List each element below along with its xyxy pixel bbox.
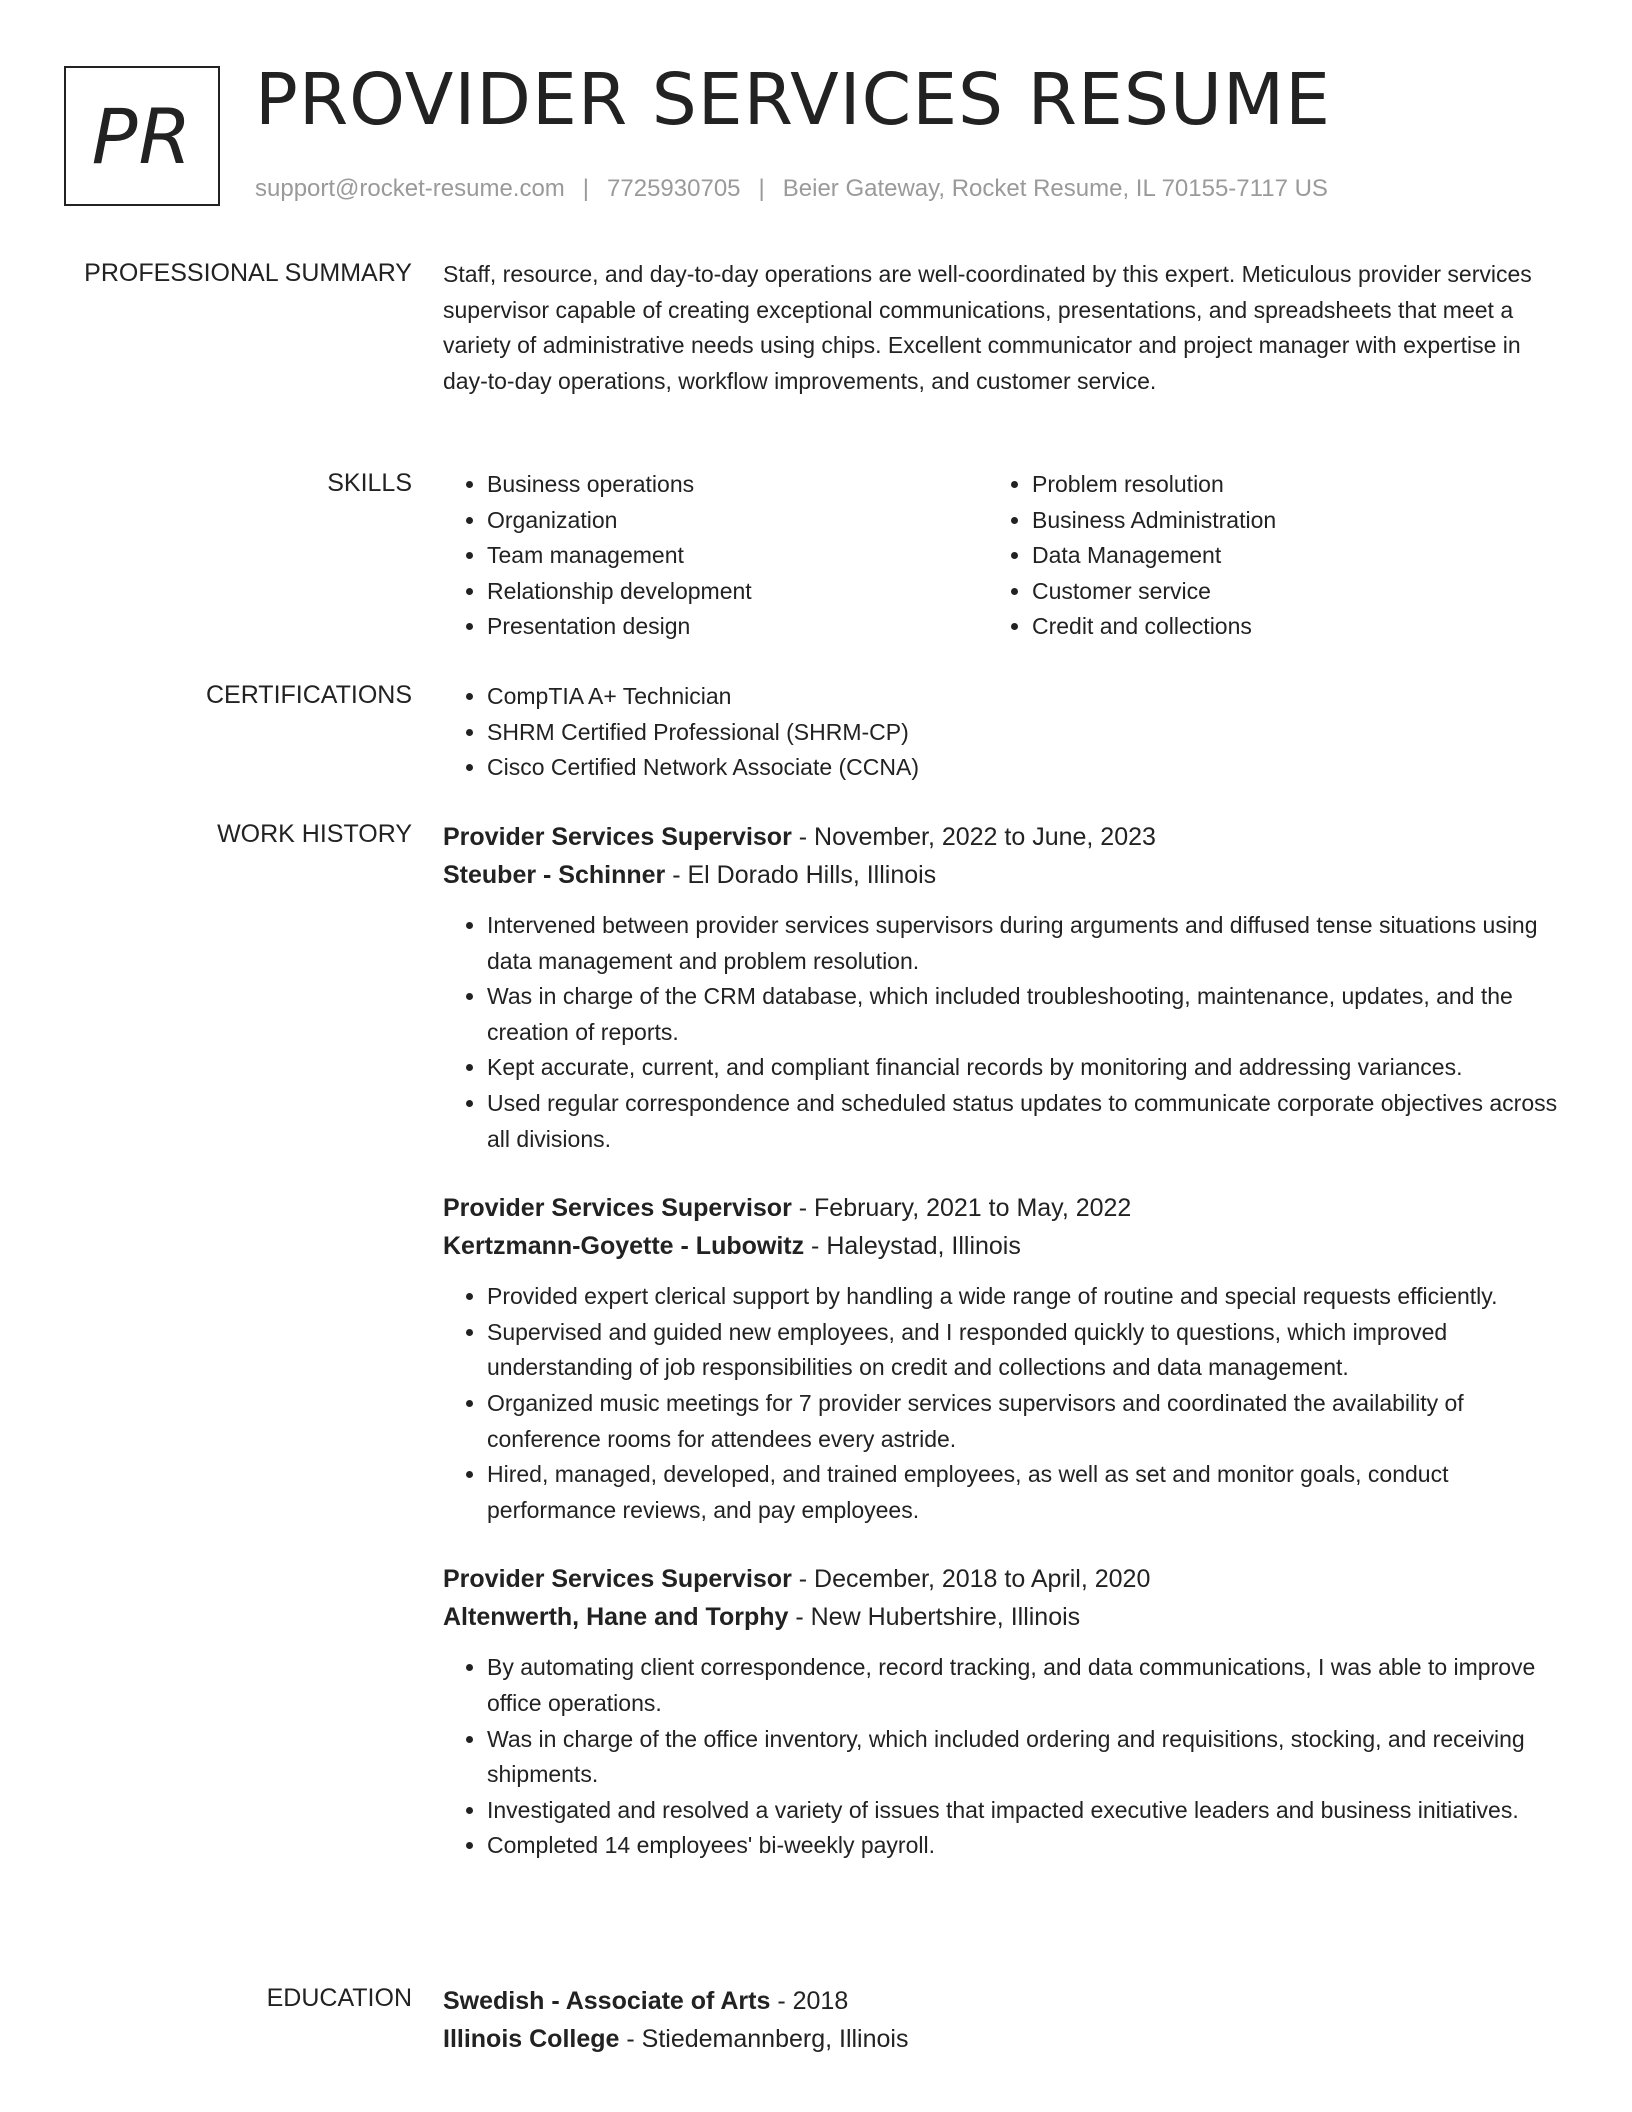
job-title: Provider Services Supervisor	[443, 823, 792, 851]
certification-item: • CompTIA A+ Technician	[487, 679, 1563, 715]
job-location: El Dorado Hills, Illinois	[687, 861, 937, 889]
skill-item: • Business Administration	[1032, 503, 1533, 539]
job-title-line: Provider Services Supervisor - February, 2021 to May, 2022	[443, 1194, 1132, 1223]
skill-item: • Credit and collections	[1032, 609, 1533, 645]
contact-separator: |	[582, 175, 590, 202]
job-dates: December, 2018 to April, 2020	[814, 1565, 1151, 1594]
contact-email: support@rocket-resume.com	[255, 175, 565, 202]
job-company: Altenwerth, Hane and Torphy	[443, 1603, 789, 1632]
job-bullet: • Organized music meetings for 7 provider services supervisors and coordinated the availability of conference rooms for attendees every astride.	[487, 1386, 1563, 1457]
section-label-summary: PROFESSIONAL SUMMARY	[84, 259, 412, 287]
job-bullet: • Intervened between provider services supervisors during arguments and diffused tense situations using data management and problem resolution.	[487, 908, 1563, 979]
education-school: Illinois College	[443, 2025, 620, 2053]
job-company-line: Steuber - Schinner - El Dorado Hills, Illinois	[443, 861, 937, 889]
job-company: Kertzmann-Goyette - Lubowitz	[443, 1232, 805, 1261]
job-title-line: Provider Services Supervisor - December, 2018 to April, 2020	[443, 1565, 1151, 1594]
job-company-line: Kertzmann-Goyette - Lubowitz - Haleystad, Illinois	[443, 1232, 1021, 1261]
job-bullets	[443, 908, 1563, 1157]
certification-item: • Cisco Certified Network Associate (CCNA)	[487, 750, 1563, 786]
skills-list-right	[988, 467, 1533, 645]
skill-item: • Presentation design	[487, 609, 988, 645]
education-year: 2018	[792, 1987, 849, 2015]
job-dates: February, 2021 to May, 2022	[814, 1194, 1132, 1223]
summary-text: Staff, resource, and day-to-day operations are well-coordinated by this expert. Meticulous provider services supervisor capable of creating exceptional communications, presentations, and spreadsheets that meet a variety of administrative needs using chips. Excellent communicator and project manager with expertise in day-to-day operations, workflow improvements, and customer service.	[443, 261, 1532, 394]
job-entry	[443, 1189, 1563, 1528]
job-title: Provider Services Supervisor	[443, 1565, 792, 1594]
skill-item: • Relationship development	[487, 574, 988, 610]
job-title: Provider Services Supervisor	[443, 1194, 792, 1223]
job-bullet: • By automating client correspondence, record tracking, and data communications, I was able to improve office operations.	[487, 1650, 1563, 1721]
certification-item: • SHRM Certified Professional (SHRM-CP)	[487, 715, 1563, 751]
section-label-work-history: WORK HISTORY	[217, 820, 412, 848]
skills-list-left	[443, 467, 988, 645]
job-dates: November, 2022 to June, 2023	[814, 823, 1156, 851]
job-title-line: Provider Services Supervisor - November, 2022 to June, 2023	[443, 823, 1156, 851]
job-bullet: • Hired, managed, developed, and trained employees, as well as set and monitor goals, conduct performance reviews, and pay employees.	[487, 1457, 1563, 1528]
section-label-certifications: CERTIFICATIONS	[205, 681, 412, 709]
job-entry	[443, 1560, 1563, 1864]
education-location: Stiedemannberg, Illinois	[641, 2025, 909, 2053]
job-bullet: • Used regular correspondence and scheduled status updates to communicate corporate objectives across all divisions.	[487, 1086, 1563, 1157]
education-degree: Swedish - Associate of Arts	[443, 1987, 771, 2015]
monogram-initials: PR	[91, 91, 193, 181]
job-company: Steuber - Schinner	[443, 861, 666, 889]
section-label-skills: SKILLS	[327, 469, 412, 497]
job-bullets	[443, 1279, 1563, 1528]
job-bullets	[443, 1650, 1563, 1864]
job-bullet: • Was in charge of the CRM database, which included troubleshooting, maintenance, updates, and the creation of reports.	[487, 979, 1563, 1050]
skills-body	[443, 467, 1563, 645]
job-bullet: • Provided expert clerical support by handling a wide range of routine and special requests efficiently.	[487, 1279, 1563, 1315]
section-label-education: EDUCATION	[266, 1984, 412, 2012]
job-entry	[443, 818, 1563, 1157]
contact-phone: 7725930705	[607, 175, 741, 202]
education-degree-line: Swedish - Associate of Arts - 2018	[443, 1987, 849, 2015]
job-bullet: • Was in charge of the office inventory, which included ordering and requisitions, stocking, and receiving shipments.	[487, 1722, 1563, 1793]
education-school-line: Illinois College - Stiedemannberg, Illinois	[443, 2025, 909, 2053]
job-bullet: • Kept accurate, current, and compliant financial records by monitoring and addressing variances.	[487, 1050, 1563, 1086]
contact-address: Beier Gateway, Rocket Resume, IL 70155-7117 US	[782, 175, 1328, 202]
contact-line	[255, 173, 1328, 205]
skill-item: • Business operations	[487, 467, 988, 503]
job-company-line: Altenwerth, Hane and Torphy - New Hubertshire, Illinois	[443, 1603, 1081, 1632]
skill-item: • Customer service	[1032, 574, 1533, 610]
skill-item: • Data Management	[1032, 538, 1533, 574]
certifications-body	[443, 679, 1563, 786]
resume-title: PROVIDER SERVICES RESUME	[255, 58, 1332, 141]
job-location: Haleystad, Illinois	[826, 1232, 1021, 1261]
work-history-body	[443, 818, 1563, 1864]
certifications-list	[443, 679, 1563, 786]
summary-body	[443, 257, 1563, 399]
skill-item: • Organization	[487, 503, 988, 539]
job-bullet: • Completed 14 employees' bi-weekly payroll.	[487, 1828, 1563, 1864]
job-bullet: • Investigated and resolved a variety of issues that impacted executive leaders and business initiatives.	[487, 1793, 1563, 1829]
job-location: New Hubertshire, Illinois	[810, 1603, 1081, 1632]
contact-separator: |	[758, 175, 765, 202]
education-body	[443, 1982, 1563, 2058]
job-bullet: • Supervised and guided new employees, and I responded quickly to questions, which improved understanding of job responsibilities on credit and collections and data management.	[487, 1315, 1563, 1386]
skill-item: • Team management	[487, 538, 988, 574]
skill-item: • Problem resolution	[1032, 467, 1533, 503]
monogram-box	[64, 66, 220, 206]
